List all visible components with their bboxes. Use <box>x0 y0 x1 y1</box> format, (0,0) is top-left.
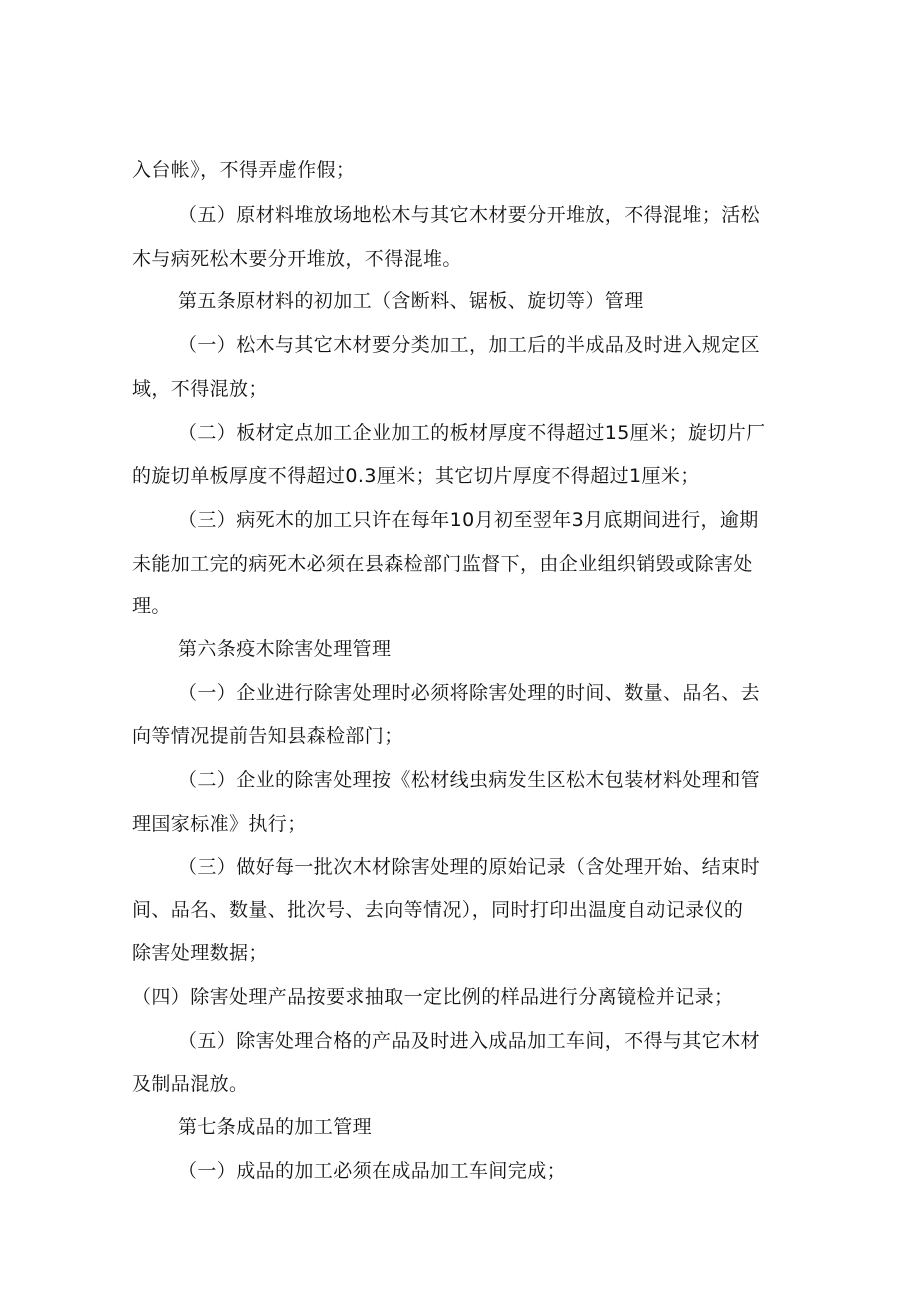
text-line: （五）原材料堆放场地松木与其它木材要分开堆放，不得混堆；活松 <box>178 204 761 226</box>
text-line: 未能加工完的病死木必须在县森检部门监督下，由企业组织销毁或除害处 <box>132 553 753 575</box>
text-line: （四）除害处理产品按要求抽取一定比例的样品进行分离镜检并记录； <box>132 986 734 1008</box>
text-line: 域，不得混放； <box>132 378 268 400</box>
text-line: 的旋切单板厚度不得超过0.3厘米；其它切片厚度不得超过1厘米； <box>132 465 700 487</box>
text-line: （二）企业的除害处理按《松材线虫病发生区松木包装材料处理和管 <box>178 769 761 791</box>
text-line: 入台帐》，不得弄虚作假； <box>132 159 356 181</box>
text-line: 理国家标准》执行； <box>132 813 307 835</box>
text-line: （二）板材定点加工企业加工的板材厚度不得超过15厘米；旋切片厂 <box>178 422 766 444</box>
text-line: （五）除害处理合格的产品及时进入成品加工车间，不得与其它木材 <box>178 1030 761 1052</box>
text-line: （一）成品的加工必须在成品加工车间完成； <box>178 1160 567 1182</box>
section-heading: 第五条原材料的初加工（含断料、锯板、旋切等）管理 <box>178 290 644 312</box>
text-line: （三）病死木的加工只许在每年10月初至翌年3月底期间进行，逾期 <box>178 509 759 531</box>
text-line: 理。 <box>132 595 171 617</box>
text-line: （三）做好每一批次木材除害处理的原始记录（含处理开始、结束时 <box>178 856 761 878</box>
section-heading: 第六条疫木除害处理管理 <box>178 638 392 660</box>
text-line: 向等情况提前告知县森检部门； <box>132 725 404 747</box>
text-line: （一）企业进行除害处理时必须将除害处理的时间、数量、品名、去 <box>178 682 761 704</box>
text-line: 间、品名、数量、批次号、去向等情况），同时打印出温度自动记录仪的 <box>132 899 744 921</box>
text-line: 及制品混放。 <box>132 1073 249 1095</box>
section-heading: 第七条成品的加工管理 <box>178 1116 373 1138</box>
text-line: 木与病死松木要分开堆放，不得混堆。 <box>132 248 462 270</box>
text-line: 除害处理数据； <box>132 942 268 964</box>
text-line: （一）松木与其它木材要分类加工，加工后的半成品及时进入规定区 <box>178 334 761 356</box>
